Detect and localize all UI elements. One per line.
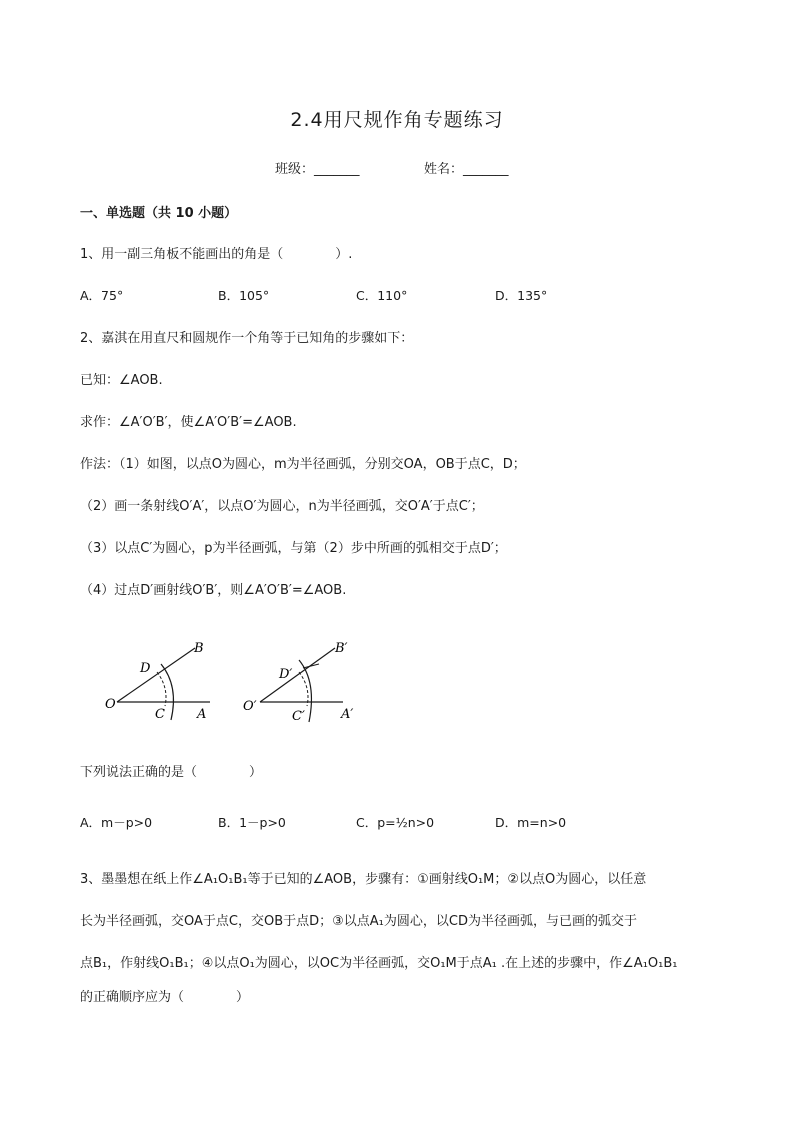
label-d-prime: D′	[279, 667, 293, 682]
q3-line-4: 的正确顺序应为（ ）	[80, 990, 250, 1005]
q1-option-d: D．135°	[495, 288, 548, 303]
q3-line-3: 点B₁，作射线O₁B₁；④以点O₁为圆心，以OC为半径画弧，交O₁M于点A₁ .在上述的步骤中，作∠A₁O₁B₁	[80, 956, 678, 971]
figure-right-angle	[243, 641, 353, 724]
label-a-prime: A′	[341, 707, 354, 722]
q2-step-3: （3）以点C′为圆心，p为半径画弧，与第（2）步中所画的弧相交于点D′；	[80, 541, 507, 556]
q2-prompt: 下列说法正确的是（ ）	[80, 765, 263, 780]
name-field-label: 姓名：_______	[424, 162, 509, 177]
label-b-prime: B′	[335, 641, 348, 656]
label-a: A	[197, 707, 207, 722]
q2-construction-figure	[95, 630, 375, 730]
q3-line-2: 长为半径画弧，交OA于点C，交OB于点D；③以点A₁为圆心，以CD为半径画弧，与已画的弧交于	[80, 914, 637, 929]
q2-option-b: B．1－p>0	[218, 815, 286, 830]
q1-stem: 1、用一副三角板不能画出的角是（ ）.	[80, 247, 353, 262]
label-c-prime: C′	[292, 709, 305, 724]
q2-option-a: A．m－p>0	[80, 815, 153, 830]
label-d: D	[140, 661, 151, 676]
q1-option-b: B．105°	[218, 288, 270, 303]
q2-stem: 2、嘉淇在用直尺和圆规作一个角等于已知角的步骤如下：	[80, 331, 414, 346]
page-title: 2.4用尺规作角专题练习	[290, 109, 504, 131]
q2-step-1: 作法：（1）如图，以点O为圆心，m为半径画弧，分别交OA，OB于点C，D；	[80, 457, 526, 472]
label-c: C	[155, 707, 165, 722]
q2-given: 已知：∠AOB.	[80, 373, 163, 388]
q2-step-4: （4）过点D′画射线O′B′，则∠A′O′B′=∠AOB.	[80, 583, 347, 598]
q3-line-1: 3、墨墨想在纸上作∠A₁O₁B₁等于已知的∠AOB，步骤有：①画射线O₁M；②以点O为圆心，以任意	[80, 872, 647, 887]
q2-step-2: （2）画一条射线O′A′，以点O′为圆心，n为半径画弧，交O′A′于点C′；	[80, 499, 484, 514]
q2-option-d: D．m=n>0	[495, 815, 567, 830]
section-heading: 一、单选题（共 10 小题）	[80, 206, 238, 221]
q1-option-a: A．75°	[80, 288, 124, 303]
q2-option-c: C．p=½n>0	[356, 815, 435, 830]
label-o: O	[105, 697, 116, 712]
class-field-label: 班级：_______	[275, 162, 360, 177]
q1-option-c: C．110°	[356, 288, 408, 303]
label-b: B	[194, 641, 204, 656]
figure-left-angle	[105, 641, 210, 722]
q2-ask: 求作：∠A′O′B′，使∠A′O′B′=∠AOB.	[80, 415, 297, 430]
label-o-prime: O′	[243, 699, 257, 714]
